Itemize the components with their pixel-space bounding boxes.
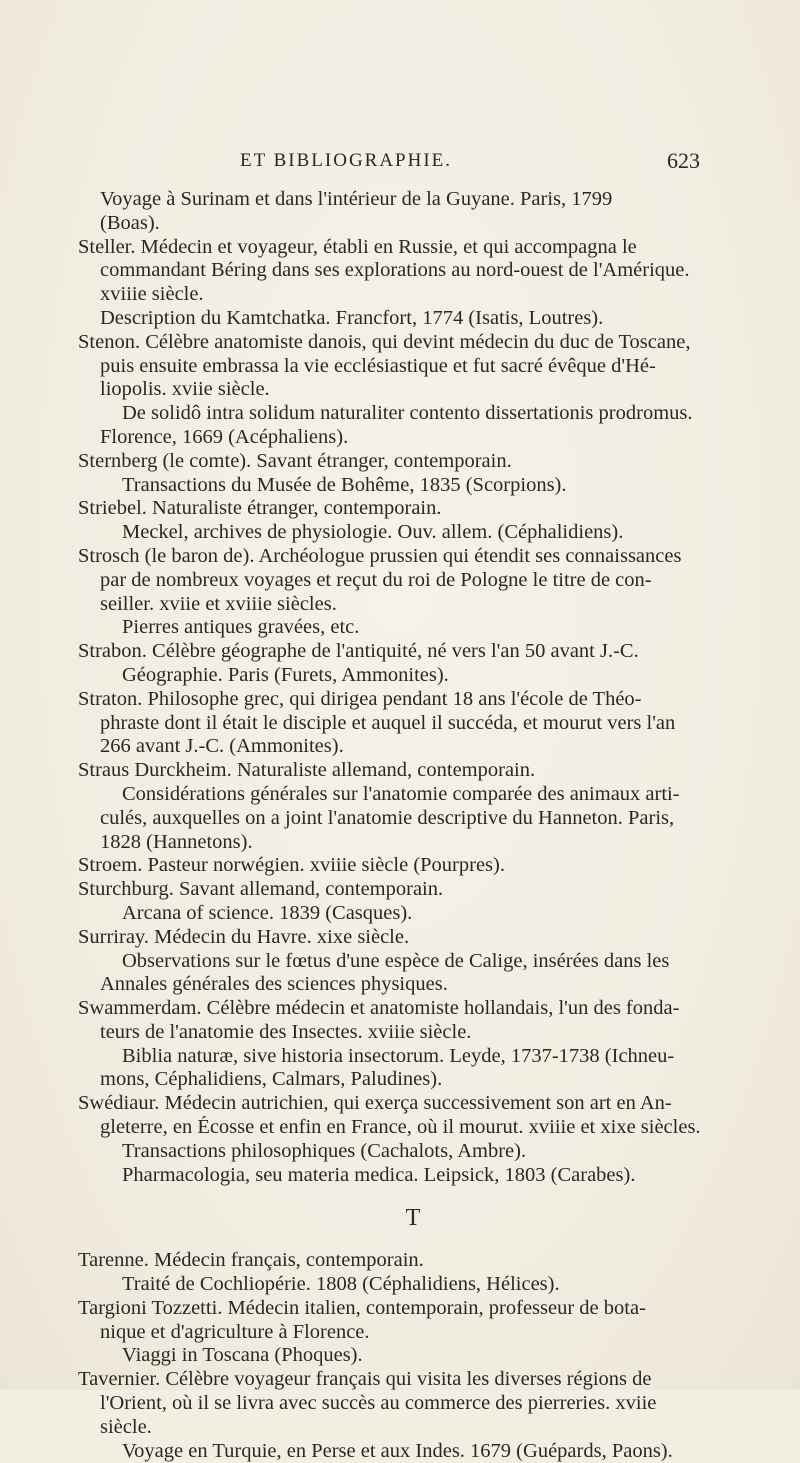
entry-line: 266 avant J.-C. (Ammonites). <box>100 735 344 758</box>
entry-line: Stroem. Pasteur norwégien. xviiie siècle (Pourpres). <box>78 854 505 877</box>
bibliography-entry <box>78 1045 768 1093</box>
bibliography-entry <box>78 1164 768 1188</box>
entry-line: phraste dont il était le disciple et auquel il succéda, et mourut vers l'an <box>100 711 676 734</box>
entry-line: Sturchburg. Savant allemand, contemporain. <box>78 878 444 901</box>
bibliography-entry <box>78 616 768 640</box>
page-number: 623 <box>667 148 700 173</box>
entry-line: Stenon. Célèbre anatomiste danois, qui devint médecin du duc de Toscane, <box>78 330 691 353</box>
bibliography-entry <box>78 474 768 498</box>
entry-line: Steller. Médecin et voyageur, établi en Russie, et qui accompagna le <box>78 235 637 258</box>
entry-line: Targioni Tozzetti. Médecin italien, contemporain, professeur de bota- <box>78 1296 646 1319</box>
entry-line: puis ensuite embrassa la vie ecclésiastique et fut sacré évêque d'Hé- <box>100 354 656 377</box>
entry-line: Transactions du Musée de Bohême, 1835 (Scorpions). <box>122 473 567 496</box>
entry-line: Viaggi in Toscana (Phoques). <box>122 1344 363 1367</box>
entry-line: culés, auxquelles on a joint l'anatomie descriptive du Hanneton. Paris, <box>100 806 675 829</box>
bibliography-content <box>78 188 768 1463</box>
entry-line: Pharmacologia, seu materia medica. Leipsick, 1803 (Carabes). <box>122 1163 636 1186</box>
author-entry <box>78 236 768 307</box>
entry-line: Description du Kamtchatka. Francfort, 1774 (Isatis, Loutres). <box>100 306 604 329</box>
bibliography-entry <box>78 1440 768 1463</box>
bibliography-entry <box>78 902 768 926</box>
entry-line: Strosch (le baron de). Archéologue prussien qui étendit ses connaissances <box>78 544 682 567</box>
entry-line: seiller. xviie et xviiie siècles. <box>100 592 337 615</box>
bibliography-entry <box>78 664 768 688</box>
entry-line: xviiie siècle. <box>100 283 204 306</box>
entry-line: Arcana of science. 1839 (Casques). <box>122 901 413 924</box>
entry-line: Swammerdam. Célèbre médecin et anatomiste hollandais, l'un des fonda- <box>78 997 680 1020</box>
bibliography-entry <box>78 402 768 450</box>
entry-line: gleterre, en Écosse et enfin en France, où il mourut. xviiie et xixe siècles. <box>100 1116 701 1139</box>
entry-line: Sternberg (le comte). Savant étranger, contemporain. <box>78 449 512 472</box>
entry-line: Swédiaur. Médecin autrichien, qui exerça successivement son art en An- <box>78 1092 672 1115</box>
entry-line: Voyage à Surinam et dans l'intérieur de la Guyane. Paris, 1799 <box>100 188 613 210</box>
entry-line: mons, Céphalidiens, Calmars, Paludines). <box>100 1068 443 1091</box>
entry-line: Straton. Philosophe grec, qui dirigea pendant 18 ans l'école de Théo- <box>78 687 642 710</box>
bibliography-entry <box>78 783 768 854</box>
author-entry <box>78 1249 768 1273</box>
entry-line: (Boas). <box>100 211 160 234</box>
author-entry <box>78 1092 768 1140</box>
author-entry <box>78 331 768 402</box>
entry-line: Annales générales des sciences physiques. <box>100 973 448 996</box>
author-entry <box>78 759 768 783</box>
entry-line: Biblia naturæ, sive historia insectorum. Leyde, 1737-1738 (Ichneu- <box>122 1044 675 1067</box>
entry-line: Meckel, archives de physiologie. Ouv. allem. (Céphalidiens). <box>122 521 624 544</box>
entry-line: Tarenne. Médecin français, contemporain. <box>78 1249 424 1272</box>
running-header <box>240 150 700 180</box>
bibliography-entry <box>78 950 768 998</box>
author-entry <box>78 854 768 878</box>
entry-line: Striebel. Naturaliste étranger, contemporain. <box>78 497 442 520</box>
bibliography-entry <box>78 307 768 331</box>
author-entry <box>78 926 768 950</box>
entry-line: De solidô intra solidum naturaliter contento dissertationis prodromus. <box>122 402 693 425</box>
section-letter: T <box>405 1205 421 1232</box>
author-entry <box>78 497 768 521</box>
entry-line: par de nombreux voyages et reçut du roi de Pologne le titre de con- <box>100 568 652 591</box>
entry-line: Tavernier. Célèbre voyageur français qui visita les diverses régions de <box>78 1368 652 1391</box>
author-entry <box>78 640 768 664</box>
entry-line: liopolis. xviie siècle. <box>100 378 270 401</box>
author-entry <box>78 878 768 902</box>
entry-line: Strabon. Célèbre géographe de l'antiquité, né vers l'an 50 avant J.-C. <box>78 640 639 663</box>
entry-line: siècle. <box>100 1415 152 1438</box>
bibliography-entry <box>78 188 768 236</box>
bibliography-entry <box>78 1140 768 1164</box>
entry-line: l'Orient, où il se livra avec succès au commerce des pierreries. xviie <box>100 1392 657 1415</box>
entry-line: Straus Durckheim. Naturaliste allemand, contemporain. <box>78 759 536 782</box>
entry-line: teurs de l'anatomie des Insectes. xviiie siècle. <box>100 1020 472 1043</box>
entry-line: Surriray. Médecin du Havre. xixe siècle. <box>78 925 410 948</box>
bibliography-entry <box>78 521 768 545</box>
entry-line: commandant Béring dans ses explorations au nord-ouest de l'Amérique. <box>100 259 690 282</box>
entry-line: Voyage en Turquie, en Perse et aux Indes. 1679 (Guépards, Paons). <box>122 1439 673 1462</box>
author-entry <box>78 1368 768 1439</box>
header-title: ET BIBLIOGRAPHIE. <box>240 150 453 171</box>
author-entry <box>78 997 768 1045</box>
entry-line: Florence, 1669 (Acéphaliens). <box>100 425 349 448</box>
author-entry <box>78 1297 768 1345</box>
author-entry <box>78 545 768 616</box>
bibliography-entry <box>78 1273 768 1297</box>
entry-line: Considérations générales sur l'anatomie comparée des animaux arti- <box>122 782 680 805</box>
entry-line: Pierres antiques gravées, etc. <box>122 616 360 639</box>
entry-line: Transactions philosophiques (Cachalots, Ambre). <box>122 1139 527 1162</box>
entry-line: Observations sur le fœtus d'une espèce de Calige, insérées dans les <box>122 949 670 972</box>
author-entry <box>78 450 768 474</box>
entry-line: 1828 (Hannetons). <box>100 830 253 853</box>
entry-line: nique et d'agriculture à Florence. <box>100 1320 370 1343</box>
bibliography-entry <box>78 1344 768 1368</box>
entry-line: Traité de Cochliopérie. 1808 (Céphalidiens, Hélices). <box>122 1273 560 1296</box>
entry-line: Géographie. Paris (Furets, Ammonites). <box>122 663 449 686</box>
author-entry <box>78 688 768 759</box>
